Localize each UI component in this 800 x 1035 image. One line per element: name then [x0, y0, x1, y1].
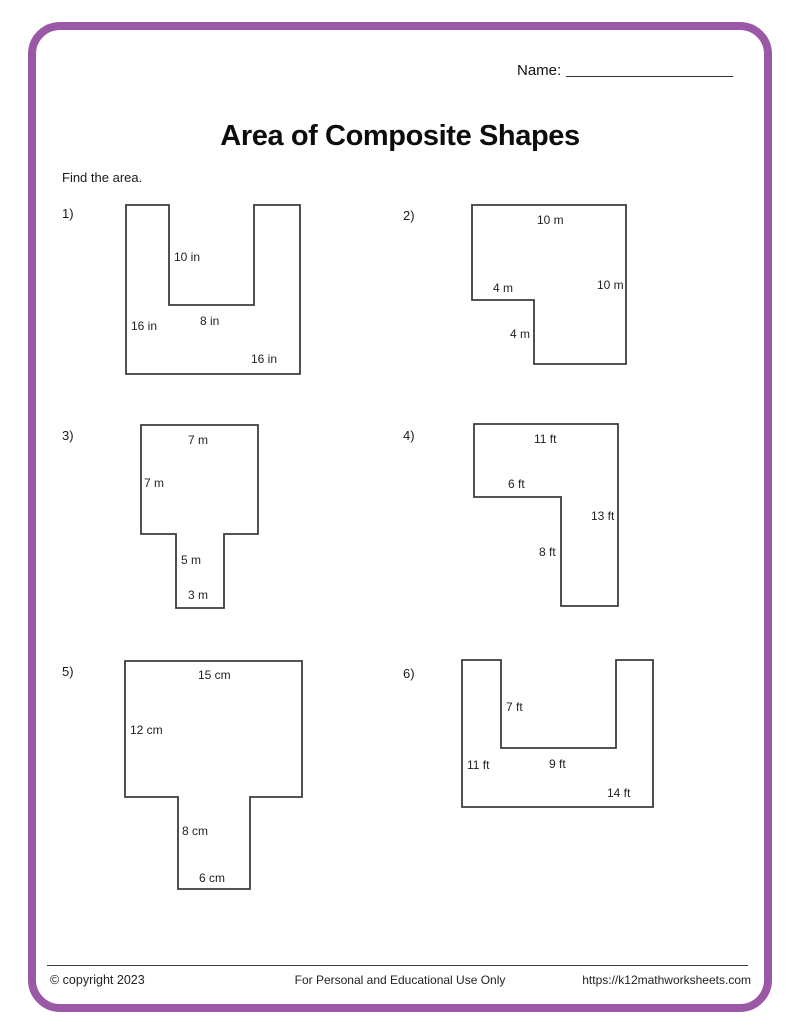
- problem-5-number: 5): [62, 664, 74, 679]
- dimension-label: 5 m: [181, 553, 202, 567]
- problem-2-number: 2): [403, 208, 415, 223]
- shape-6-outline: [462, 660, 653, 807]
- footer-usage-note: For Personal and Educational Use Only: [294, 973, 506, 987]
- dimension-label: 10 in: [174, 250, 201, 264]
- dimension-label: 11 ft: [467, 758, 490, 772]
- dimension-label: 9 ft: [549, 757, 566, 771]
- dimension-label: 13 ft: [591, 509, 615, 523]
- page-title: Area of Composite Shapes: [220, 120, 580, 153]
- dimension-label: 7 ft: [506, 700, 523, 714]
- footer-divider: [47, 965, 748, 966]
- dimension-label: 16 in: [131, 319, 158, 333]
- dimension-label: 3 m: [188, 588, 209, 602]
- dimension-label: 6 cm: [199, 871, 226, 885]
- problem-3-number: 3): [62, 428, 74, 443]
- dimension-label: 14 ft: [607, 786, 631, 800]
- dimension-label: 15 cm: [198, 668, 231, 682]
- dimension-label: 4 m: [510, 327, 531, 341]
- dimension-label: 8 in: [200, 314, 220, 328]
- footer-copyright: © copyright 2023: [50, 973, 145, 987]
- dimension-label: 6 ft: [508, 477, 525, 491]
- problem-6-number: 6): [403, 666, 415, 681]
- dimension-label: 4 m: [493, 281, 514, 295]
- instruction-text: Find the area.: [62, 170, 143, 185]
- dimension-label: 10 m: [537, 213, 564, 227]
- dimension-label: 11 ft: [534, 432, 557, 446]
- shape-5-outline: [125, 661, 302, 889]
- footer-url[interactable]: https://k12mathworksheets.com: [582, 973, 751, 987]
- dimension-label: 16 in: [251, 352, 278, 366]
- problem-4-number: 4): [403, 428, 415, 443]
- problem-1-number: 1): [62, 206, 74, 221]
- dimension-label: 7 m: [144, 476, 165, 490]
- dimension-label: 8 ft: [539, 545, 556, 559]
- dimension-label: 7 m: [188, 433, 209, 447]
- shape-3-outline: [141, 425, 258, 608]
- name-label: Name:: [517, 62, 562, 79]
- shape-1-outline: [126, 205, 300, 374]
- dimension-label: 8 cm: [182, 824, 209, 838]
- dimension-label: 10 m: [597, 278, 624, 292]
- dimension-label: 12 cm: [130, 723, 163, 737]
